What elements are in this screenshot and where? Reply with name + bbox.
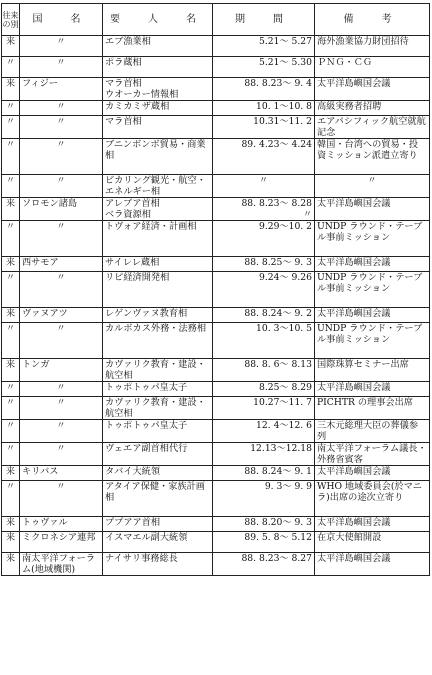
cell-direction: 〃 [2,323,20,359]
cell-period: 89. 4.23～ 4.24 [213,139,315,175]
table-row [2,382,430,397]
cell-country: 〃 [20,36,103,57]
cell-country: フィジー [20,78,103,101]
cell-country: 〃 [20,116,103,139]
cell-remarks: UNDP ラウンド・テーブル事前ミッション [315,221,430,257]
cell-country: 〃 [20,481,103,517]
cell-remarks: 太平洋島嶼国会議 [315,466,430,481]
cell-person: レゲンヴァヌ教育相 [103,308,213,323]
cell-remarks: 〃 [315,175,430,198]
cell-period: 88. 8.24～ 9. 2 [213,308,315,323]
cell-direction: 〃 [2,57,20,78]
cell-country: ソロモン諸島 [20,198,103,221]
cell-person: サイレレ蔵相 [103,257,213,272]
cell-period: 9. 3～ 9. 9 [213,481,315,517]
header-direction: 往来の別 [2,4,20,36]
table-row [2,198,430,221]
cell-person: アタイア保健・家族計画相 [103,481,213,517]
cell-country: 西サモア [20,257,103,272]
cell-country: 〃 [20,272,103,308]
cell-country: 〃 [20,57,103,78]
cell-person: ナイサリ事務総長 [103,553,213,576]
cell-country: 〃 [20,175,103,198]
cell-period: 88. 8. 6～ 8.13 [213,359,315,382]
table-row [2,221,430,257]
cell-remarks: 太平洋島嶼国会議 [315,553,430,576]
cell-remarks: 太平洋島嶼国会議 [315,198,430,221]
cell-direction: 〃 [2,175,20,198]
cell-country: 〃 [20,420,103,443]
cell-period: 12.13～12.18 [213,443,315,466]
cell-remarks: 太平洋島嶼国会議 [315,257,430,272]
header-country: 国 名 [20,4,103,36]
cell-remarks: 太平洋島嶼国会議 [315,382,430,397]
cell-person: マラ首相 [103,116,213,139]
cell-direction: 来 [2,517,20,532]
cell-person: ヴェエア副首相代行 [103,443,213,466]
cell-direction: 〃 [2,139,20,175]
table-row [2,116,430,139]
cell-period: 88. 8.23～ 9. 4 [213,78,315,101]
cell-direction: 来 [2,553,20,576]
cell-country: キリバス [20,466,103,481]
cell-person: リピ経済開発相 [103,272,213,308]
cell-remarks: UNDP ラウンド・テーブル事前ミッション [315,272,430,308]
cell-person: カヴァリク教育・建設・航空相 [103,397,213,420]
cell-direction: 〃 [2,116,20,139]
cell-direction: 来 [2,36,20,57]
table-row [2,359,430,382]
cell-person: イスマエル副大統領 [103,532,213,553]
cell-country: 南太平洋フォーラム(地域機関) [20,553,103,576]
cell-country: ヴァヌアツ [20,308,103,323]
cell-person: アレブア首相 ベラ資源相 [103,198,213,221]
cell-remarks: 国際珠算セミナー出席 [315,359,430,382]
cell-remarks: 南太平洋フォーラム議長・外務省賓客 [315,443,430,466]
cell-remarks: 韓国・台湾への貿易・投資ミッション派遣立寄り [315,139,430,175]
cell-person: ブニンボンボ貿易・商業相 [103,139,213,175]
cell-direction: 〃 [2,443,20,466]
cell-direction: 来 [2,359,20,382]
cell-remarks: 海外漁業協力財団招待 [315,36,430,57]
cell-person: トヴォア経済・計画相 [103,221,213,257]
cell-period: 88. 8.25～ 9. 3 [213,257,315,272]
cell-remarks: 在京大使館開設 [315,532,430,553]
cell-person: エブ漁業相 [103,36,213,57]
cell-direction: 来 [2,308,20,323]
cell-person: マラ首相 ウオーカー情報相 [103,78,213,101]
cell-direction: 〃 [2,420,20,443]
cell-direction: 〃 [2,221,20,257]
cell-direction: 〃 [2,101,20,116]
visits-table [1,3,430,576]
cell-period: 10. 3～10. 5 [213,323,315,359]
cell-direction: 来 [2,466,20,481]
table-row [2,272,430,308]
table-row [2,443,430,466]
cell-period: 10.31～11. 2 [213,116,315,139]
cell-direction: 来 [2,532,20,553]
cell-person: カルボカス外務・法務相 [103,323,213,359]
table-row [2,78,430,101]
cell-person: ププアア首相 [103,517,213,532]
cell-remarks: 太平洋島嶼国会議 [315,308,430,323]
cell-person: トゥポトゥパ皇太子 [103,420,213,443]
cell-period: 9.29～10. 2 [213,221,315,257]
cell-period: 10. 1～10. 8 [213,101,315,116]
cell-person: ビカリング観光・航空・エネルギー相 [103,175,213,198]
table-row [2,257,430,272]
table-row [2,481,430,517]
cell-person: カヴァリク教育・建設・航空相 [103,359,213,382]
table-row [2,532,430,553]
cell-period: 88. 8.23～ 8.28 〃 [213,198,315,221]
table-row [2,308,430,323]
table-row [2,517,430,532]
table-row [2,466,430,481]
cell-period: 8.25～ 8.29 [213,382,315,397]
header-person: 要 人 名 [103,4,213,36]
cell-period: 〃 [213,175,315,198]
table-row [2,397,430,420]
cell-period: 88. 8.20～ 9. 3 [213,517,315,532]
cell-period: 9.24～ 9.26 [213,272,315,308]
table-header [2,4,430,36]
cell-remarks: 太平洋島嶼国会議 [315,78,430,101]
cell-direction: 来 [2,257,20,272]
table-row [2,57,430,78]
cell-country: 〃 [20,443,103,466]
table-body [2,36,430,576]
cell-person: カミカミザ蔵相 [103,101,213,116]
cell-period: 88. 8.24～ 9. 1 [213,466,315,481]
cell-period: 5.21～ 5.27 [213,36,315,57]
cell-remarks: 三木元総理大臣の葬儀参列 [315,420,430,443]
table-row [2,553,430,576]
cell-direction: 来 [2,198,20,221]
cell-direction: 〃 [2,272,20,308]
cell-direction: 〃 [2,397,20,420]
cell-direction: 来 [2,78,20,101]
cell-country: 〃 [20,221,103,257]
cell-period: 10.27～11. 7 [213,397,315,420]
cell-remarks: 太平洋島嶼国会議 [315,517,430,532]
cell-remarks: 高級実務者招聘 [315,101,430,116]
header-remarks: 備 考 [315,4,430,36]
table-row [2,420,430,443]
cell-direction: 〃 [2,481,20,517]
cell-direction: 〃 [2,382,20,397]
table-row [2,139,430,175]
cell-person: ポラ蔵相 [103,57,213,78]
cell-country: 〃 [20,101,103,116]
cell-period: 89. 5. 8～ 5.12 [213,532,315,553]
cell-period: 12. 4～12. 6 [213,420,315,443]
cell-country: トゥヴァル [20,517,103,532]
cell-person: タバイ大統領 [103,466,213,481]
header-row [2,4,430,36]
table-row [2,36,430,57]
table-row [2,175,430,198]
header-period: 期 間 [213,4,315,36]
cell-remarks: エアパシフィック航空就航記念 [315,116,430,139]
cell-remarks: WHO 地域委員会(於マニラ)出席の途次立寄り [315,481,430,517]
table-row [2,323,430,359]
cell-period: 88. 8.23～ 8.27 [213,553,315,576]
table-row [2,101,430,116]
cell-remarks: UNDP ラウンド・テーブル事前ミッション [315,323,430,359]
cell-person: トゥポトゥパ皇太子 [103,382,213,397]
cell-country: トンガ [20,359,103,382]
cell-remarks: ＰＮＧ・ＣＧ [315,57,430,78]
cell-remarks: PICHTR の理事会出席 [315,397,430,420]
cell-country: 〃 [20,382,103,397]
cell-country: 〃 [20,323,103,359]
cell-country: 〃 [20,139,103,175]
cell-country: ミクロネシア連邦 [20,532,103,553]
cell-country: 〃 [20,397,103,420]
cell-period: 5.21～ 5.30 [213,57,315,78]
